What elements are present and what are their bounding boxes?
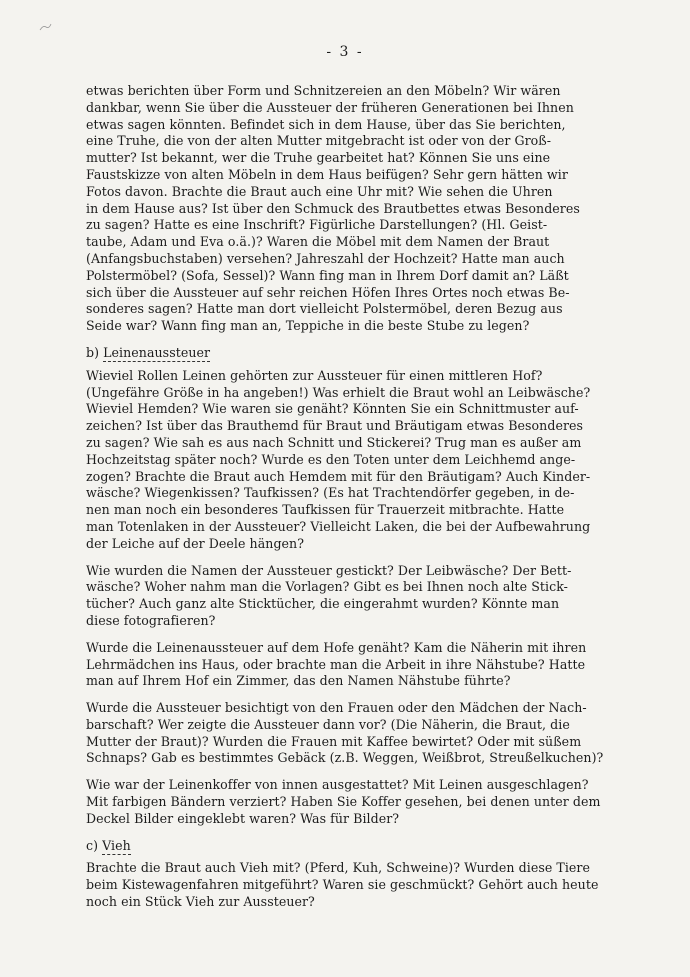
paragraph: Wieviel Rollen Leinen gehörten zur Aussteuer für einen mittleren Hof? (Ungefähre Größe in ha angeben!) Was erhielt die Braut wohl an Leibwäsche? Wieviel Hemden? Wie waren sie genäht? Könnten Sie ein Schnittmuster auf- zeichen? Ist über das Brauthemd für Braut und Bräutigam etwas Besonderes zu sagen? Wie sah es aus nach Schnitt und Stickerei? Trug man es außer am Hochzeitstag später noch? Wurde es den Toten unter dem Leichhemd ange- zogen? Brachte die Braut auch Hemdem mit für den Bräutigam? Auch Kinder- wäsche? Wiegenkissen? Taufkissen? (Es hat Trachtendörfer gegeben, in de- nen man noch ein besonderes Taufkissen für Trauerzeit mitbrachte. Hatte man Totenlaken in der Aussteuer? Vielleicht Laken, die bei der Aufbewahrung der Leiche auf der Deele hängen? — [86, 367, 591, 551]
paragraph: Brachte die Braut auch Vieh mit? (Pferd, Kuh, Schweine)? Wurden diese Tiere beim Kistewagenfahren mitgeführt? Waren sie geschmückt? Gehört auch heute noch ein Stück Vieh zur Aussteuer? — [86, 860, 599, 910]
section-prefix: b) — [86, 344, 104, 360]
section-prefix: c) — [86, 837, 103, 853]
paragraph: etwas berichten über Form und Schnitzereien an den Möbeln? Wir wären dankbar, wenn Sie über die Aussteuer der früheren Generationen bei Ihnen etwas sagen könnten. Befindet sich in dem Hause, über das Sie berichten, eine Truhe, die von der alten Mutter mitgebracht ist oder von der Groß- mutter? Ist bekannt, wer die Truhe gearbeitet hat? Können Sie uns eine Faustskizze von alten Möbeln in dem Haus beifügen? Sehr gern hätten wir Fotos davon. Brachte die Braut auch eine Uhr mit? Wie sehen die Uhren in dem Hause aus? Ist über den Schmuck des Brautbettes etwas Besonderes zu sagen? Hatte es eine Inschrift? Figürliche Darstellungen? (Hl. Geist- taube, Adam und Eva o.ä.)? Waren die Möbel mit dem Namen der Braut (Anfangsbuchstaben) versehen? Jahreszahl der Hochzeit? Hatte man auch Polstermöbel? (Sofa, Sessel)? Wann fing man in Ihrem Dorf damit an? Läßt sich über die Aussteuer auf sehr reichen Höfen Ihres Ortes noch etwas Be- sonderes sagen? Hatte man dort vielleicht Polstermöbel, deren Bezug aus Seide war? Wann fing man an, Teppiche in die beste Stube zu legen? — [86, 83, 580, 334]
paragraph: Wie war der Leinenkoffer von innen ausgestattet? Mit Leinen ausgeschlagen? Mit farbigen Bändern verziert? Haben Sie Koffer gesehen, bei denen unter dem Deckel Bilder eingeklebt waren? Was für Bilder? — [86, 777, 601, 826]
section-title: Leinenaussteuer — [103, 344, 211, 360]
document-body — [86, 83, 654, 921]
pencil-mark — [38, 22, 52, 32]
paragraph: Wurde die Aussteuer besichtigt von den Frauen oder den Mädchen der Nach- barschaft? Wer zeigte die Aussteuer dann vor? (Die Näherin, die Braut, die Mutter der Braut)? Wurden die Frauen mit Kaffee bewirtet? Oder mit süßem Schnaps? Gab es bestimmtes Gebäck (z.B. Weggen, Weißbrot, Streußelkuchen)? — [86, 700, 604, 766]
section-title: Vieh — [102, 837, 131, 853]
paragraph: Wie wurden die Namen der Aussteuer gestickt? Der Leibwäsche? Der Bett- wäsche? Woher nahm man die Vorlagen? Gibt es bei Ihnen noch alte Stick- tücher? Auch ganz alte Sticktücher, die eingerahmt wurden? Könnte man diese fotografieren? — [86, 562, 572, 628]
section-heading-leinenaussteuer — [86, 345, 654, 362]
section-heading-vieh — [86, 838, 654, 855]
paragraph: Wurde die Leinenaussteuer auf dem Hofe genäht? Kam die Näherin mit ihren Lehrmädchen ins Haus, oder brachte man die Arbeit in ihre Nähstube? Hatte man auf Ihrem Hof ein Zimmer, das den Namen Nähstube führte? — [86, 639, 587, 689]
page-number: - 3 - — [326, 44, 364, 60]
